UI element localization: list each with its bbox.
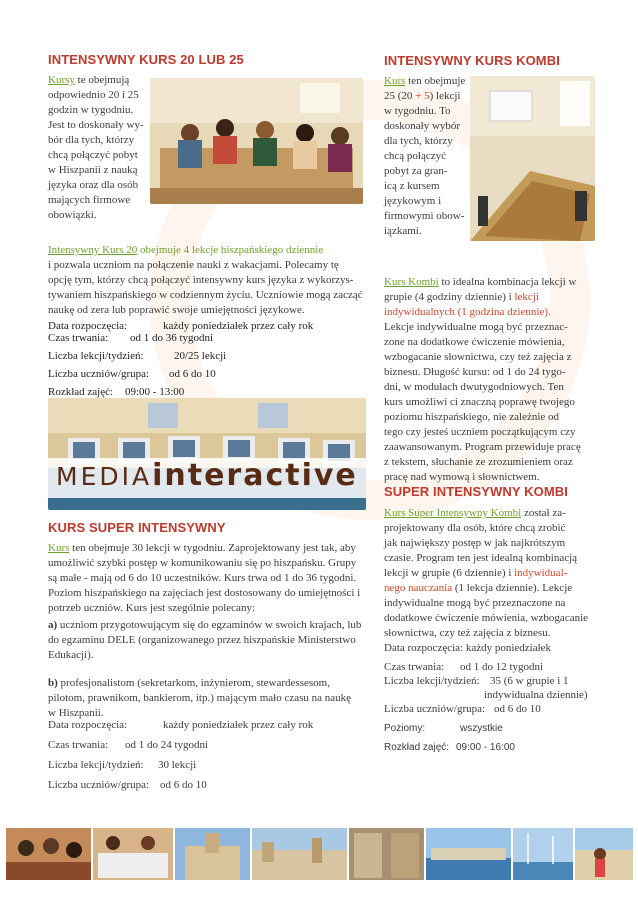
heading-intensywny-20-25: INTENSYWNY KURS 20 LUB 25 <box>48 52 244 67</box>
kombi-paragraph: Kurs Kombi to idealna kombinacja lekcji w grupie (4 godziny dziennie) i lekcji indywidualnych (1 godzina dziennie). Lekcje indywidualne mogą być przeznac- zone na dodatkowe ćwiczenie mówienia, wzbogacanie słownictwa, czy też zajęcia z biznesu. Długość kursu: od 1 do 24 tygo- dni, w modułach dwutygodniowych. Ten kurs umożliwi ci znaczną poprawę twojego poziomu hiszpańskiego, nie zależnie od tego czy jesteś uczniem początkującym czy zaawansowanym. Program przewiduje pracę z tekstem, słuchanie ze zrozumieniem oraz pracę nad wymową i słownictwem. <box>384 276 581 483</box>
kurs-link-super[interactable]: Kurs <box>48 542 70 554</box>
super-intensywny-paragraph: Kurs ten obejmuje 30 lekcji w tygodniu. Zaprojektowany jest tak, aby umożliwić szybki postęp w komunikowaniu się po hiszpańsku. Grupy są małe - mają od 6 do 10 uczestników. Kurs trwa od 1 do 36 tygodni. Poziom hiszpańskiego na zajęciach jest dostosowany do umiejętności i potrzeb uczniów. Kurs jest szególnie polecany: <box>48 542 361 614</box>
kurs-super-intensywny-kombi-link[interactable]: Kurs Super Intensywny Kombi <box>384 507 522 519</box>
details-super-intensywny: Data rozpoczęcia: każdy poniedziałek przez cały rok Czas trwania: od 1 do 24 tygodni Liczba lekcji/tydzień: 30 lekcji Liczba uczniów/grupa: od 6 do 10 <box>48 719 314 791</box>
intro-text-left: Kursy te obejmują odpowiednio 20 i 25 godzin w tygodniu. Jest to doskonały wy- bór dla tych, którzy chcą połączyć pobyt w Hiszpanii z nauką języka oraz dla osób mających firmowe obowiązki. <box>48 74 144 221</box>
strip-photo-cathedral <box>175 828 250 880</box>
heading-super-intensywny-kombi: SUPER INTENSYWNY KOMBI <box>384 484 568 499</box>
strip-photo-city <box>252 828 347 880</box>
superkombi-paragraph: Kurs Super Intensywny Kombi został za- projektowany dla osób, które chcą zrobić jak największy postęp w jak najkrótszym czasie. Program ten jest idealną kombinacją lekcji w grupie (6 dziennie) i indywidual- nego nauczania (1 lekcja dziennie). Lekcje indywidualne mogą być przeznaczone na dodatkowe ćwiczenie mówienia, wzbogacanie słownictwa, czy też zajęcia z biznesu. Data rozpoczęcia: każdy poniedziałek <box>384 507 589 654</box>
strip-photo-coast <box>426 828 511 880</box>
kombi-intro: Kurs ten obejmuje 25 (20 + 5) lekcji w tygodniu. To doskonały wybór dla tych, którzy chcą połączyć pobyt za gran- icą z kursem językowym i firmowymi obow- iązkami. <box>384 75 466 237</box>
super-point-a: a) uczniom przygotowującym się do egzaminów w swoich krajach, lub do egzaminu DELE (organizowanego przez hiszpańskie Ministerstwo Edukacji). <box>48 619 362 661</box>
details-intensywny: Data rozpoczęcia: każdy poniedziałek przez cały rok Czas trwania: od 1 do 36 tygodni Liczba lekcji/tydzień: 20/25 lekcji Liczba uczniów/grupa: od 6 do 10 Rozkład zajęć: 09:00 - 13:00 <box>48 320 314 398</box>
strip-photo-harbour <box>513 828 573 880</box>
conference-room-photo <box>470 76 595 241</box>
intensywny-20-paragraph: Intensywny Kurs 20 obejmuje 4 lekcje hiszpańskiego dziennie i pozwala uczniom na połączenie nauki z wakacjami. Polecamy tę opcję tym, którzy chcą połączyć intensywny kurs języka z wykorzys- tywaniem hiszpańskiego w codziennym życiu. Uczniowie mogą zacząć naukę od zera lub poprawić swoje umiejętności językowe. <box>48 244 363 316</box>
intensywny-kurs-20-link[interactable]: Intensywny Kurs 20 <box>48 244 138 256</box>
media-interactive-logo: MEDIAinteractive <box>56 458 358 493</box>
classroom-photo <box>150 78 363 204</box>
heading-kurs-super-intensywny: KURS SUPER INTENSYWNY <box>48 520 226 535</box>
super-point-b: b) profesjonalistom (sekretarkom, inżynierom, stewardessesom, pilotom, prawnikom, bankierom, itp.) mającym mało czasu na naukę w Hiszpanii. <box>48 677 352 719</box>
details-superkombi: Czas trwania: od 1 do 12 tygodni Liczba lekcji/tydzień: 35 (6 w grupie i 1 indywidualna dziennie) Liczba uczniów/grupa: od 6 do 10 Poziomy: wszystkie Rozkład zajęć: 09:00 - 16:00 <box>384 661 588 753</box>
kurs-kombi-link[interactable]: Kurs Kombi <box>384 276 439 288</box>
kursy-link[interactable]: Kursy <box>48 74 75 86</box>
strip-photo-lunch <box>93 828 173 880</box>
kurs-link-kombi[interactable]: Kurs <box>384 75 406 87</box>
strip-photo-students <box>6 828 91 880</box>
strip-photo-street <box>349 828 424 880</box>
strip-photo-beach <box>575 828 633 880</box>
heading-intensywny-kombi: INTENSYWNY KURS KOMBI <box>384 53 560 68</box>
